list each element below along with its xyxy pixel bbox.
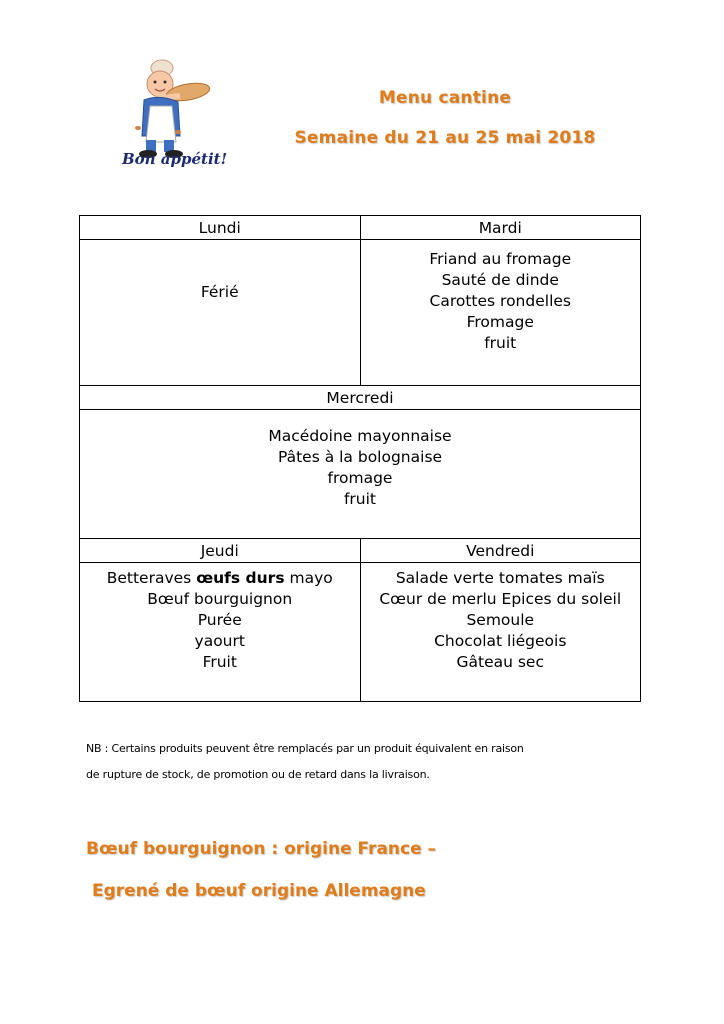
menu-item: yaourt: [194, 631, 245, 650]
origin-line-2: Egrené de bœuf origine Allemagne: [92, 881, 426, 901]
menu-item: Carottes rondelles: [429, 292, 571, 310]
menu-item: Fruit: [202, 652, 237, 671]
bon-appetit-logo: [118, 58, 248, 176]
origin-line-1: Bœuf bourguignon : origine France –: [86, 839, 437, 859]
menu-cell-jeudi: [80, 563, 361, 702]
day-header-vendredi: Vendredi: [360, 539, 641, 563]
menu-item: fruit: [343, 490, 377, 508]
menu-item-prefix: Betteraves: [106, 568, 197, 587]
menu-item: Macédoine mayonnaise: [268, 427, 452, 445]
weekly-menu-table: [79, 215, 641, 702]
header-titles: [280, 88, 610, 148]
menu-cell-mardi: [360, 240, 641, 386]
substitution-note: [86, 736, 646, 788]
menu-item: fromage: [327, 469, 393, 487]
menu-item: Pâtes à la bolognaise: [277, 448, 443, 466]
menu-item: Gâteau sec: [456, 652, 544, 671]
menu-item: Bœuf bourguignon: [147, 589, 293, 608]
menu-item: Purée: [197, 610, 242, 629]
menu-item: [80, 568, 360, 589]
logo-caption: Bon appétit!: [122, 150, 228, 168]
day-header-mardi: Mardi: [360, 216, 641, 240]
note-line-2: de rupture de stock, de promotion ou de retard dans la livraison.: [86, 768, 430, 781]
menu-cell-mercredi: [80, 410, 641, 539]
menu-item: Semoule: [466, 610, 535, 629]
menu-cell-lundi: [80, 240, 361, 386]
day-header-mercredi: Mercredi: [80, 386, 641, 410]
menu-item: fruit: [484, 334, 517, 352]
menu-item: Cœur de merlu Epices du soleil: [379, 589, 622, 608]
menu-item-suffix: mayo: [284, 568, 333, 587]
menu-cell-vendredi: [360, 563, 641, 702]
page-title: Menu cantine: [378, 88, 512, 108]
day-header-lundi: Lundi: [80, 216, 361, 240]
menu-item: Férié: [200, 283, 239, 301]
menu-item: Fromage: [466, 313, 534, 331]
page-subtitle: Semaine du 21 au 25 mai 2018: [294, 128, 596, 148]
day-header-jeudi: Jeudi: [80, 539, 361, 563]
menu-item: Chocolat liégeois: [434, 631, 567, 650]
menu-item: Salade verte tomates maïs: [395, 568, 605, 587]
menu-item-bold: œufs durs: [196, 568, 285, 587]
note-line-1: NB : Certains produits peuvent être remplacés par un produit équivalent en raison: [86, 742, 524, 755]
menu-item: Friand au fromage: [429, 250, 572, 268]
menu-item: Sauté de dinde: [441, 271, 559, 289]
